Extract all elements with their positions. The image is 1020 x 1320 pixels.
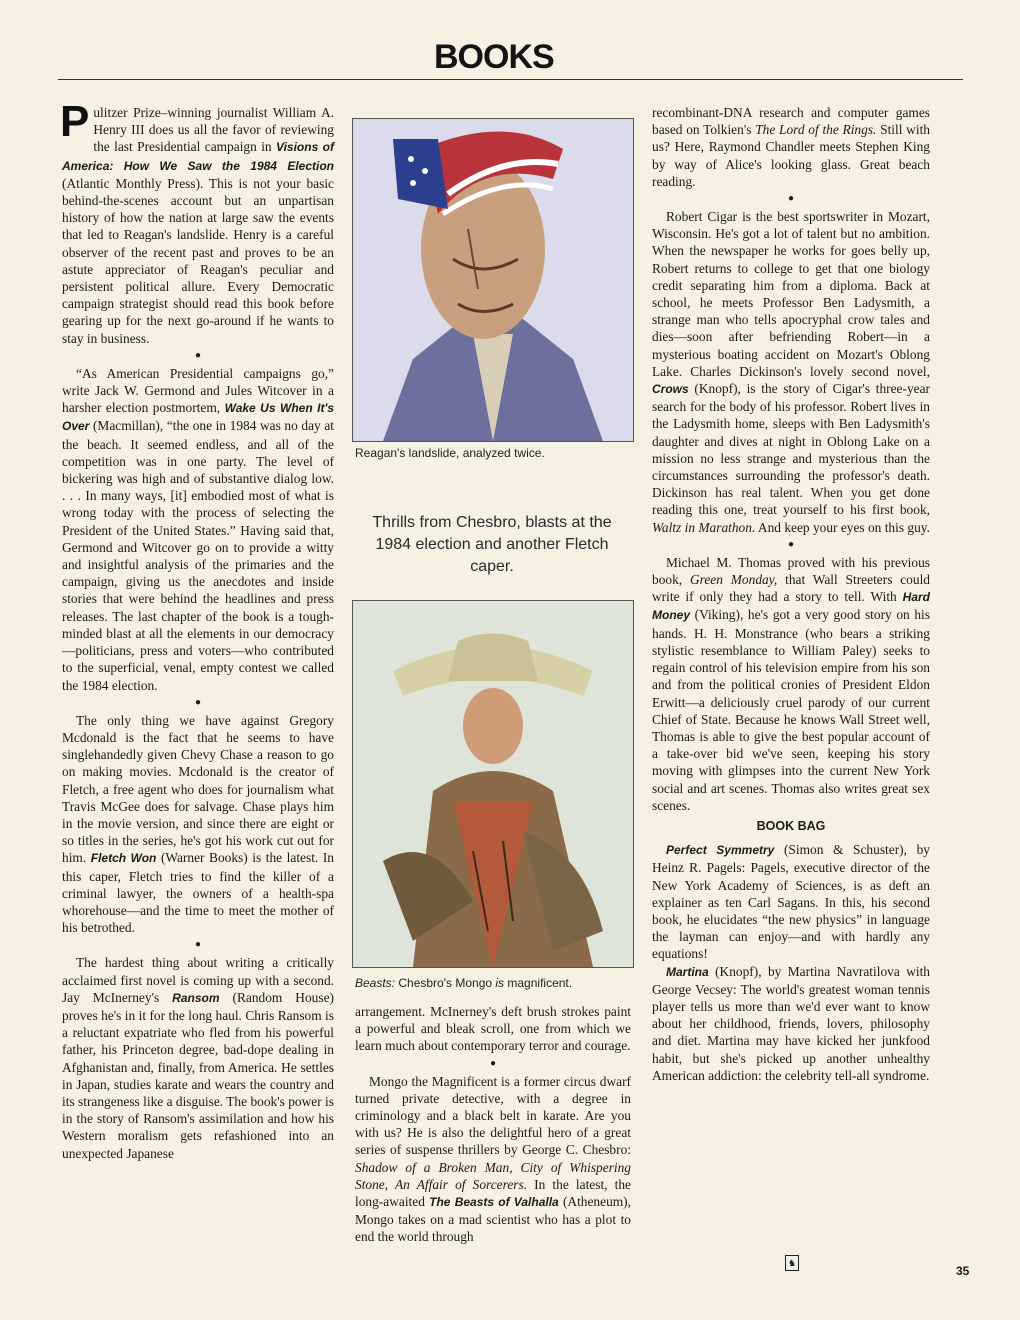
review-ransom: The hardest thing about writing a critically acclaimed first novel is coming up with a second. Jay McInerney's Ransom (Random House) proves he's in it for the long haul. Chris Ransom is a reluctant expatriate who fled from his powerful father, his Princeton degree, bad-dope dealing in Afghanistan and, finally, from America. He settles in Japan, studies karate and wears the country and its strangeness like a disguise. The book's power is in the story of Ransom's assimilation and how his Western moralism gets refashioned into an unexpected Japanese	[62, 955, 334, 1161]
separator-bullet: ●	[194, 939, 202, 951]
review-beasts-of-valhalla: Mongo the Magnificent is a former circus dwarf turned private detective, with a degree in criminology and a black belt in karate. Are you with us? He is also the delightful hero of a great series of suspense thrillers by George C. Chesbro: Shadow of a Broken Man, City of Whispering Stone, An Affair of Sorcerers. In the latest, the long-awaited The Beasts of Valhalla (Atheneum), Mongo takes on a mad scientist who has a plot to end the world through	[355, 1073, 631, 1245]
book-title: Crows	[652, 382, 689, 397]
rabbit-head-icon: ♞	[785, 1255, 799, 1271]
separator-bullet: ●	[194, 349, 202, 361]
book-title: Perfect Symmetry	[666, 843, 775, 858]
header-rule	[58, 79, 963, 80]
separator-bullet: ●	[787, 538, 795, 550]
pull-quote: Thrills from Chesbro, blasts at the 1984 election and another Fletch caper.	[372, 514, 612, 575]
separator-bullet: ●	[489, 1057, 497, 1069]
review-wake-us: “As American Presidential campaigns go,” write Jack W. Germond and Jules Witcover in a harsher election postmortem, Wake Us When It's Over (Macmillan), “the one in 1984 was no day at the beach. It seemed endless, and all of the competition was in one party. The level of bickering was high and of substantive dialog low. . . . In many ways, [it] embodied most of what is wrong today with the process of selecting the President of the United States.” Having said that, Germond and Witcover go on to provide a witty and insightful analysis of the primaries and the campaign, giving us the anecdotes and inside stories that were behind the headlines and press releases. The last chapter of the book is a tough-minded blast at all the elements in our democracy—politicians, press and voters—who contributed to the superficial, venal, empty contest we called the 1984 election.	[62, 365, 334, 693]
review-beasts-continued: recombinant-DNA research and computer games based on Tolkien's The Lord of the Rings. Still with us? Here, Raymond Chandler meets Stephen King by way of Alice's looking glass. Great beach reading.	[652, 105, 930, 189]
column-3	[652, 104, 930, 1084]
column-1	[60, 97, 334, 1162]
book-title: Hard Money	[652, 590, 930, 623]
caption-top: Reagan's landslide, analyzed twice.	[355, 446, 545, 460]
page-number: 35	[956, 1264, 970, 1278]
drop-cap: P	[60, 97, 90, 146]
book-title: Fletch Won	[90, 851, 157, 866]
review-ransom-continued: arrangement. McInerney's deft brush strokes paint a powerful and bleak scroll, one from which we learn much about contemporary terror and courage.	[355, 1004, 631, 1054]
caption-bottom: Beasts: Chesbro's Mongo is magnificent.	[355, 976, 573, 990]
book-title: Ransom	[172, 990, 220, 1005]
review-crows: Robert Cigar is the best sportswriter in Mozart, Wisconsin. He's got a lot of talent but no ambition. When the newspaper he works for goes belly up, Robert returns to college to get that one biology credit separating him from a diploma. Back at school, he meets Professor Ben Ladysmith, a strange man who tells apocryphal crow tales and dies—soon after befriending Robert—in a mysterious boating accident on Mozart's Oblong Lake. Charles Dickinson's lovely second novel, Crows (Knopf), is the story of Cigar's three-year search for the body of his professor. Robert lives in the Ladysmith home, sleeps with Ben Ladysmith's daughter and dives at night in Oblong Lake on a mission no less strange and mysterious than the circumstances surrounding the professor's death. Dickinson has real talent. When you get done reading this one, treat yourself to his first book, Waltz in Marathon. And keep your eyes on this guy.	[652, 209, 930, 535]
book-title: The Beasts of Valhalla	[429, 1195, 559, 1210]
section-title: BOOKS	[434, 38, 554, 76]
separator-bullet: ●	[194, 696, 202, 708]
book-title: Martina	[666, 964, 709, 979]
review-martina: Martina (Knopf), by Martina Navratilova with George Vecsey: The world's greatest woman tennis player tells us more than we'd ever want to know about her childhood, friends, lovers, philosophy and diet. Martina may have kicked her junkfood habit, but she's picked up another unhealthy American addiction: the celebrity tell-all syndrome.	[652, 963, 930, 1083]
review-hard-money: Michael M. Thomas proved with his previous book, Green Monday, that Wall Streeters could write if only they had a story to tell. With Hard Money (Viking), he's got a very good story on his hands. H. H. Monstrance (who bears a striking stylistic resemblance to William Paley) seeks to regain control of his television empire from his son and from the political cronies of President Eldon Erwitt—a deliciously cruel parody of our current Chief of State. Because he knows Wall Street well, Thomas is able to give the best popular account of a take-over bid we've seen, keeping his story moving with glimpses into the current New York social and art scenes. Thomas also writes great sex scenes.	[652, 554, 930, 813]
book-title: Visions of America: How We Saw the 1984 Election	[62, 140, 334, 173]
illustration-mongo-detective	[352, 600, 634, 968]
review-perfect-symmetry: Perfect Symmetry (Simon & Schuster), by Heinz R. Pagels: Pagels, executive director of the New York Academy of Sciences, is as deft an explainer as ten Carl Sagans. In this, his second book, he elucidates “the new physics” in language the layman can enjoy—and with hardly any equations!	[652, 842, 930, 962]
illustration-reagan-caricature	[352, 118, 634, 442]
book-title: Wake Us When It's Over	[62, 401, 334, 434]
review-fletch-won: The only thing we have against Gregory Mcdonald is the fact that he seems to have singlehandedly given Chevy Chase a reason to go on making movies. Mcdonald is the creator of Fletch, a free agent who does for journalism what Travis McGee does for salvage. Chase plays him in the movie version, and since there are eight or so titles in the series, he's got his work cut out for him. Fletch Won (Warner Books) is the latest. In this caper, Fletch tries to find the killer of a criminal lawyer, the owners of a health-spa whorehouse—and the time to meet the mother of his betrothed.	[62, 712, 334, 936]
column-2	[355, 1003, 631, 1246]
separator-bullet: ●	[787, 193, 795, 205]
review-visions-of-america: Pulitzer Prize–winning journalist William A. Henry III does us all the favor of reviewing the last Presidential campaign in Visions of America: How We Saw the 1984 Election (Atlantic Monthly Press). This is not your basic behind-the-scenes account but an unpartisan history of how the nation at large saw the events that led to Reagan's landslide. Henry is a careful observer of the recent past and proves to be an astute appreciator of Reagan's peculiar and persistent political allure. Every Democratic campaign strategist should read this book before gearing up for the next go-around if he wants to stay in business.	[60, 97, 334, 346]
book-bag-heading: BOOK BAG	[756, 818, 826, 833]
